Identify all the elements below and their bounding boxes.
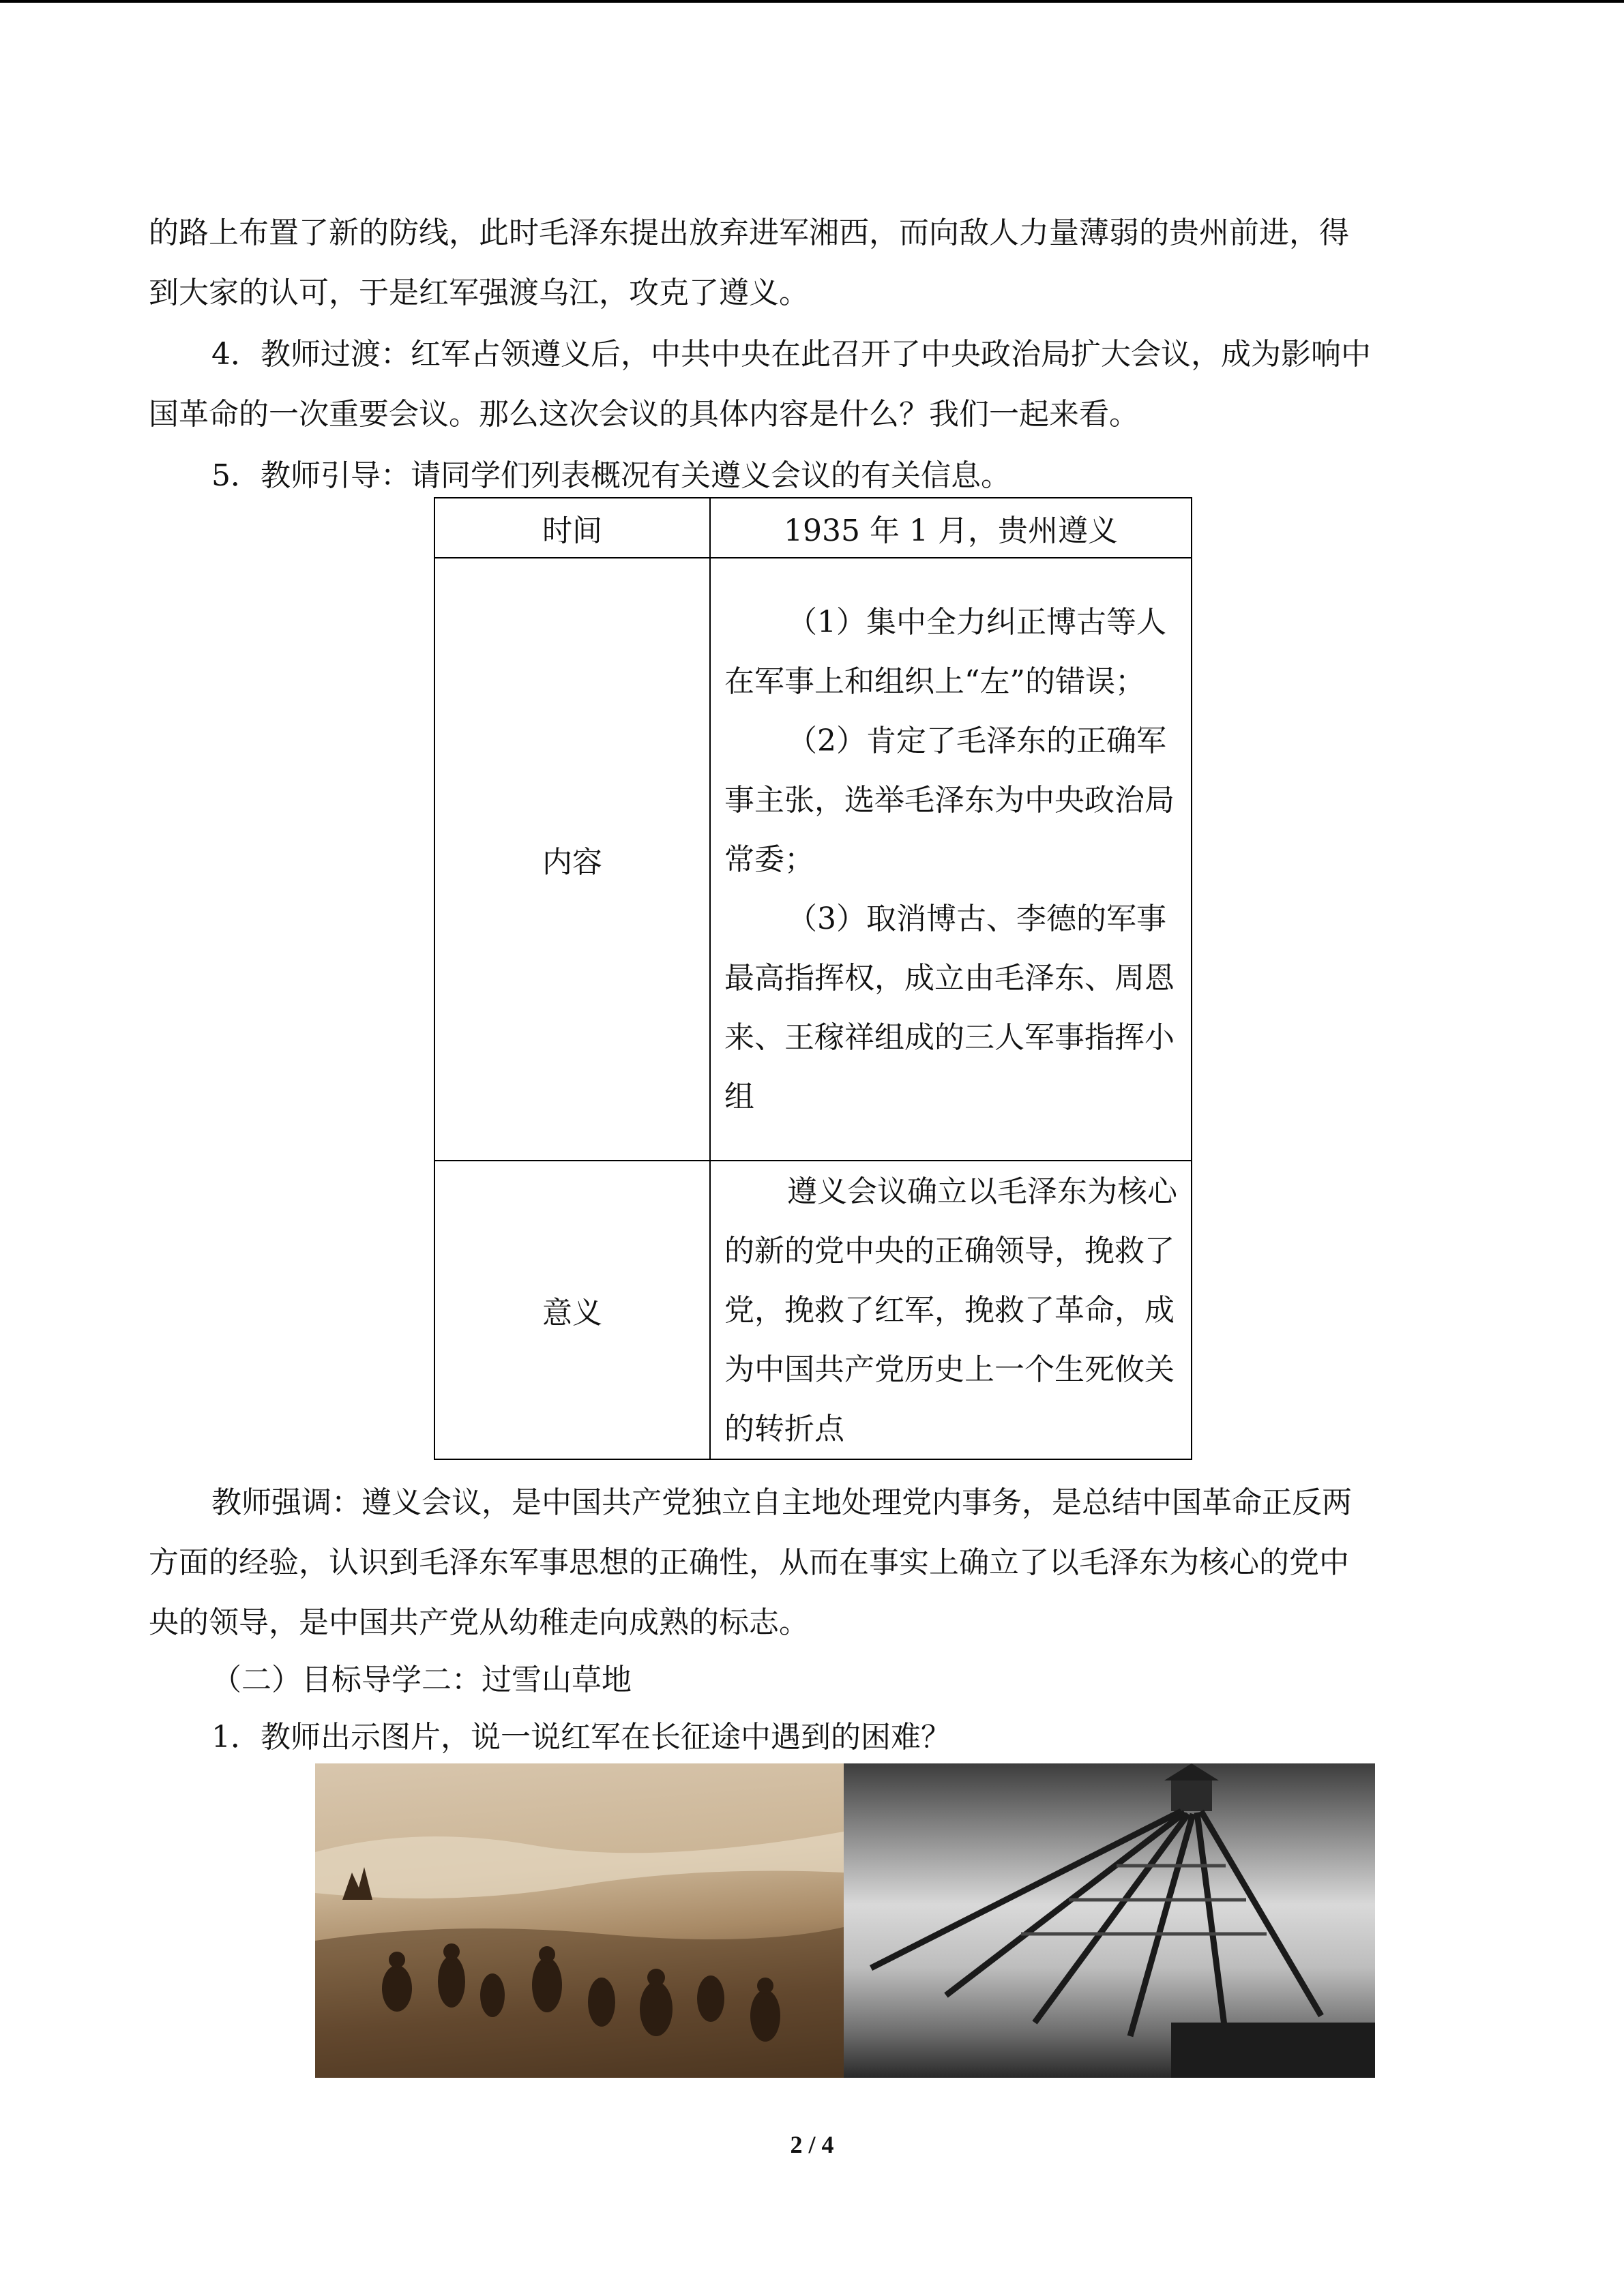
- table-label-meaning: 意义: [434, 1161, 710, 1459]
- page-number: 2 / 4: [790, 2131, 834, 2158]
- table-value-content: [710, 558, 1192, 1161]
- table-value-meaning: [710, 1161, 1192, 1459]
- content-item-3: （3）取消博古、李德的军事最高指挥权，成立由毛泽东、周恩来、王稼祥组成的三人军事指挥小组: [724, 901, 1175, 1114]
- table-row-content: [434, 558, 1192, 1161]
- paragraph-line: 方面的经验，认识到毛泽东军事思想的正确性，从而在事实上确立了以毛泽东为核心的党中: [149, 1545, 1349, 1580]
- paragraph-line: 央的领导，是中国共产党从幼稚走向成熟的标志。: [149, 1605, 809, 1640]
- zunyi-meeting-table: [434, 497, 1192, 1460]
- content-item-2: （2）肯定了毛泽东的正确军事主张，选举毛泽东为中央政治局常委；: [724, 723, 1175, 877]
- table-label-content: 内容: [434, 558, 710, 1161]
- section-heading: （二）目标导学二：过雪山草地: [211, 1663, 632, 1697]
- paragraph-line: 4．教师过渡：红军占领遵义后，中共中央在此召开了中央政治局扩大会议，成为影响中: [211, 337, 1371, 372]
- paragraph-line: 5．教师引导：请同学们列表概况有关遵义会议的有关信息。: [211, 458, 1011, 493]
- luding-bridge-photo: [844, 1763, 1375, 2078]
- paragraph-line: 教师强调：遵义会议，是中国共产党独立自主地处理党内事务，是总结中国革命正反两: [211, 1485, 1352, 1520]
- meaning-text: 遵义会议确立以毛泽东为核心的新的党中央的正确领导，挽救了党，挽救了红军，挽救了革命，成为中国共产党历史上一个生死攸关的转折点: [724, 1174, 1177, 1446]
- table-row-meaning: [434, 1161, 1192, 1459]
- top-border-line: [0, 0, 1624, 3]
- paragraph-line: 国革命的一次重要会议。那么这次会议的具体内容是什么？我们一起来看。: [149, 397, 1139, 432]
- long-march-photos: [315, 1763, 1375, 2078]
- table-row-time: [434, 498, 1192, 558]
- grassland-march-illustration: [315, 1763, 844, 2078]
- paragraph-line: 到大家的认可，于是红军强渡乌江，攻克了遵义。: [149, 275, 809, 310]
- paragraph-line: 的路上布置了新的防线，此时毛泽东提出放弃进军湘西，而向敌人力量薄弱的贵州前进，得: [149, 215, 1349, 250]
- content-item-1: （1）集中全力纠正博古等人在军事上和组织上“左”的错误；: [724, 604, 1166, 699]
- table-value-time: 1935 年 1 月，贵州遵义: [710, 498, 1192, 558]
- table-label-time: 时间: [434, 498, 710, 558]
- paragraph-line: 1．教师出示图片，说一说红军在长征途中遇到的困难？: [211, 1720, 951, 1755]
